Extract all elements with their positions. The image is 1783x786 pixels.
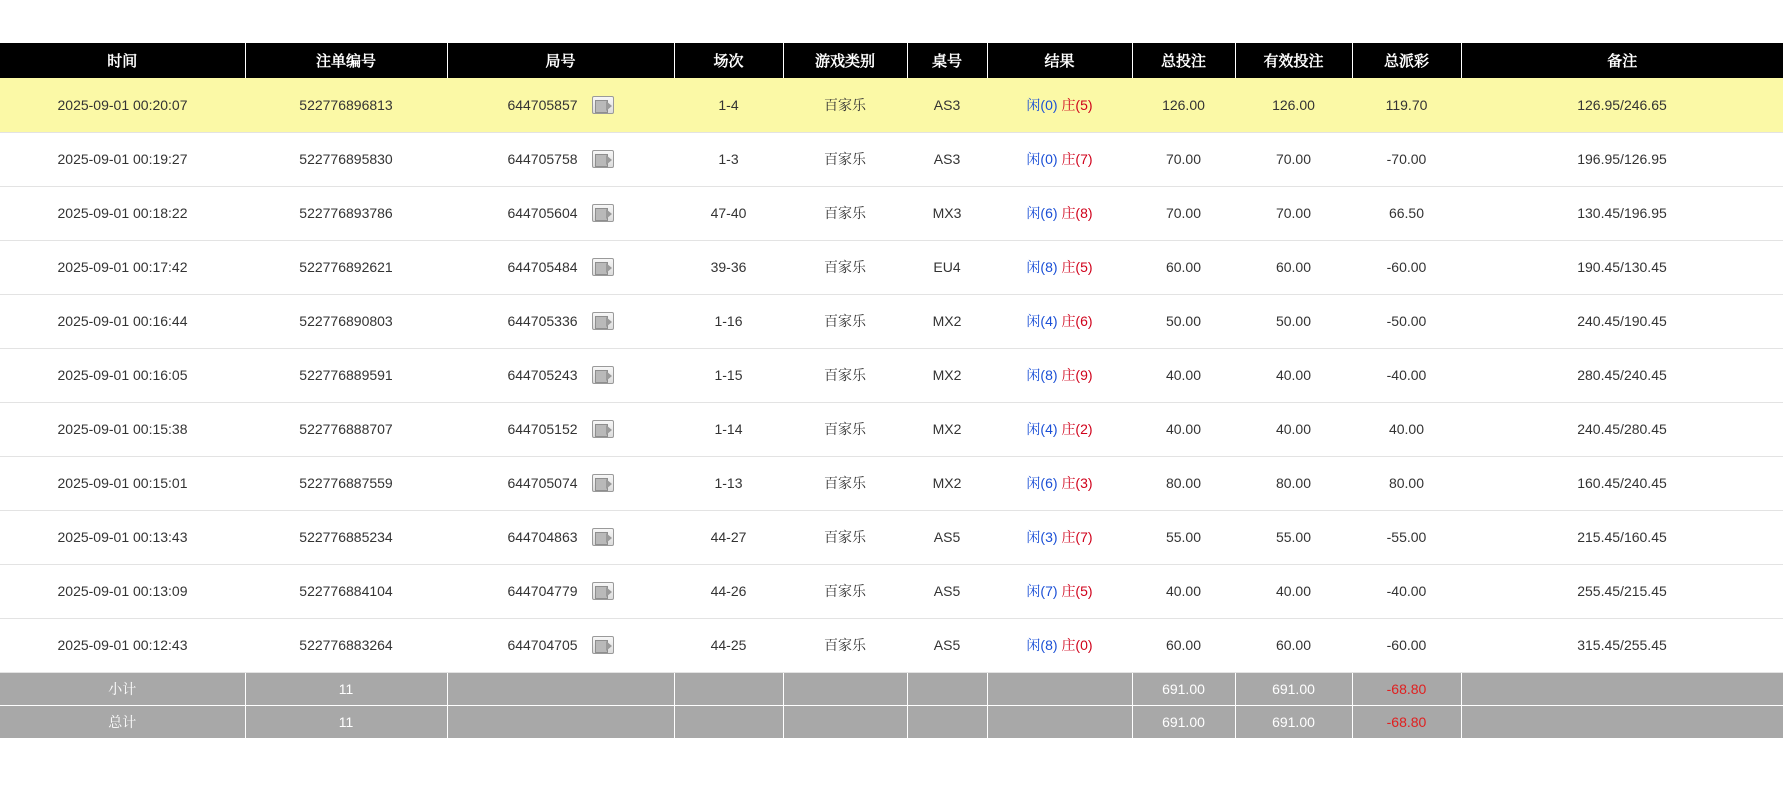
cell-valid-bet: 55.00 [1235,510,1352,564]
cell-order-no: 522776893786 [245,186,447,240]
cell-payout: -40.00 [1352,564,1461,618]
grandtotal-row-result [987,705,1132,738]
cell-game-type: 百家乐 [783,186,907,240]
cell-result [987,78,1132,132]
grandtotal-row-payout: -68.80 [1352,705,1461,738]
cell-valid-bet: 70.00 [1235,186,1352,240]
column-header-valid-bet[interactable]: 有效投注 [1235,43,1352,78]
table-row[interactable] [0,348,1783,402]
grandtotal-row-round-no [447,705,674,738]
table-row[interactable] [0,240,1783,294]
cell-game-type: 百家乐 [783,294,907,348]
cell-time: 2025-09-01 00:15:01 [0,456,245,510]
subtotal-row-count: 11 [245,672,447,705]
cell-game-type: 百家乐 [783,402,907,456]
round-no-text: 644705074 [507,475,578,491]
cell-total-bet: 70.00 [1132,132,1235,186]
bet-records-table-container [0,43,1783,739]
cell-order-no: 522776895830 [245,132,447,186]
cell-table-no: AS3 [907,78,987,132]
column-header-time[interactable]: 时间 [0,43,245,78]
cell-valid-bet: 80.00 [1235,456,1352,510]
cell-game-type: 百家乐 [783,132,907,186]
cell-session: 1-15 [674,348,783,402]
video-replay-icon[interactable] [592,366,614,384]
cell-time: 2025-09-01 00:17:42 [0,240,245,294]
cell-order-no: 522776896813 [245,78,447,132]
round-no-text: 644704779 [507,583,578,599]
cell-session: 1-13 [674,456,783,510]
video-replay-icon[interactable] [592,636,614,654]
cell-result [987,240,1132,294]
video-replay-icon[interactable] [592,96,614,114]
round-no-text: 644705857 [507,96,578,113]
cell-valid-bet: 60.00 [1235,618,1352,672]
grandtotal-row-table-no [907,705,987,738]
grandtotal-row-total-bet: 691.00 [1132,705,1235,738]
cell-order-no: 522776884104 [245,564,447,618]
bet-records-table [0,43,1783,739]
cell-payout: -70.00 [1352,132,1461,186]
cell-result [987,294,1132,348]
video-replay-icon[interactable] [592,204,614,222]
video-replay-icon[interactable] [592,582,614,600]
cell-payout: -40.00 [1352,348,1461,402]
cell-remark: 255.45/215.45 [1461,564,1783,618]
cell-game-type: 百家乐 [783,564,907,618]
result-player: 闲(4) [1026,421,1058,437]
cell-payout: 119.70 [1352,78,1461,132]
column-header-table-no[interactable]: 桌号 [907,43,987,78]
grandtotal-row-count: 11 [245,705,447,738]
round-no-text: 644705604 [507,205,578,221]
column-header-session[interactable]: 场次 [674,43,783,78]
cell-total-bet: 70.00 [1132,186,1235,240]
cell-payout: 40.00 [1352,402,1461,456]
video-replay-icon[interactable] [592,312,614,330]
cell-game-type: 百家乐 [783,240,907,294]
cell-valid-bet: 50.00 [1235,294,1352,348]
cell-table-no: MX3 [907,186,987,240]
cell-order-no: 522776883264 [245,618,447,672]
table-header [0,43,1783,78]
subtotal-row-table-no [907,672,987,705]
cell-valid-bet: 60.00 [1235,240,1352,294]
cell-payout: 66.50 [1352,186,1461,240]
result-banker: 庄(2) [1061,421,1093,437]
result-banker: 庄(7) [1061,151,1093,167]
cell-time: 2025-09-01 00:15:38 [0,402,245,456]
cell-round-no [447,186,674,240]
cell-result [987,348,1132,402]
cell-round-no [447,618,674,672]
cell-remark: 130.45/196.95 [1461,186,1783,240]
cell-round-no [447,132,674,186]
cell-total-bet: 60.00 [1132,240,1235,294]
cell-total-bet: 126.00 [1132,78,1235,132]
result-player: 闲(7) [1026,583,1058,599]
grandtotal-row [0,705,1783,738]
column-header-result[interactable]: 结果 [987,43,1132,78]
result-banker: 庄(5) [1061,96,1093,113]
column-header-payout[interactable]: 总派彩 [1352,43,1461,78]
column-header-remark[interactable]: 备注 [1461,43,1783,78]
cell-remark: 196.95/126.95 [1461,132,1783,186]
cell-total-bet: 40.00 [1132,564,1235,618]
cell-table-no: AS5 [907,618,987,672]
subtotal-row-valid-bet: 691.00 [1235,672,1352,705]
cell-round-no [447,78,674,132]
result-banker: 庄(3) [1061,475,1093,491]
round-no-text: 644704863 [507,529,578,545]
cell-valid-bet: 40.00 [1235,564,1352,618]
cell-session: 44-26 [674,564,783,618]
table-header-row [0,43,1783,78]
result-player: 闲(4) [1026,313,1058,329]
result-player: 闲(6) [1026,475,1058,491]
round-no-text: 644705152 [507,421,578,437]
table-row[interactable] [0,456,1783,510]
cell-session: 44-27 [674,510,783,564]
cell-payout: 80.00 [1352,456,1461,510]
cell-time: 2025-09-01 00:16:44 [0,294,245,348]
round-no-text: 644705336 [507,313,578,329]
cell-table-no: EU4 [907,240,987,294]
cell-table-no: AS5 [907,564,987,618]
cell-session: 1-14 [674,402,783,456]
subtotal-row-game-type [783,672,907,705]
cell-round-no [447,240,674,294]
cell-table-no: AS5 [907,510,987,564]
cell-session: 44-25 [674,618,783,672]
cell-round-no [447,348,674,402]
result-player: 闲(3) [1026,529,1058,545]
cell-time: 2025-09-01 00:18:22 [0,186,245,240]
cell-total-bet: 60.00 [1132,618,1235,672]
cell-game-type: 百家乐 [783,348,907,402]
cell-result [987,132,1132,186]
cell-valid-bet: 40.00 [1235,402,1352,456]
result-banker: 庄(9) [1061,367,1093,383]
cell-total-bet: 40.00 [1132,402,1235,456]
cell-payout: -60.00 [1352,618,1461,672]
result-player: 闲(8) [1026,259,1058,275]
cell-time: 2025-09-01 00:13:09 [0,564,245,618]
cell-round-no [447,456,674,510]
cell-round-no [447,510,674,564]
table-body [0,78,1783,738]
cell-time: 2025-09-01 00:13:43 [0,510,245,564]
cell-payout: -60.00 [1352,240,1461,294]
result-banker: 庄(8) [1061,205,1093,221]
video-replay-icon[interactable] [592,528,614,546]
cell-remark: 190.45/130.45 [1461,240,1783,294]
video-replay-icon[interactable] [592,150,614,168]
table-row[interactable] [0,78,1783,132]
grandtotal-row-remark [1461,705,1783,738]
subtotal-row-result [987,672,1132,705]
cell-remark: 240.45/190.45 [1461,294,1783,348]
cell-remark: 280.45/240.45 [1461,348,1783,402]
table-row[interactable] [0,402,1783,456]
cell-order-no: 522776892621 [245,240,447,294]
cell-time: 2025-09-01 00:12:43 [0,618,245,672]
cell-valid-bet: 126.00 [1235,78,1352,132]
round-no-text: 644705484 [507,259,578,275]
column-header-game-type[interactable]: 游戏类别 [783,43,907,78]
cell-table-no: MX2 [907,294,987,348]
cell-remark: 126.95/246.65 [1461,78,1783,132]
cell-game-type: 百家乐 [783,456,907,510]
video-replay-icon[interactable] [592,420,614,438]
cell-total-bet: 40.00 [1132,348,1235,402]
table-row[interactable] [0,618,1783,672]
subtotal-row-round-no [447,672,674,705]
cell-order-no: 522776890803 [245,294,447,348]
subtotal-row-session [674,672,783,705]
cell-table-no: MX2 [907,456,987,510]
result-banker: 庄(6) [1061,313,1093,329]
cell-remark: 215.45/160.45 [1461,510,1783,564]
subtotal-row-total-bet: 691.00 [1132,672,1235,705]
cell-result [987,510,1132,564]
cell-total-bet: 55.00 [1132,510,1235,564]
cell-result [987,186,1132,240]
subtotal-row-remark [1461,672,1783,705]
result-banker: 庄(5) [1061,583,1093,599]
cell-table-no: MX2 [907,402,987,456]
table-row[interactable] [0,186,1783,240]
grandtotal-row-valid-bet: 691.00 [1235,705,1352,738]
result-player: 闲(0) [1026,96,1058,113]
cell-result [987,456,1132,510]
table-row[interactable] [0,564,1783,618]
cell-game-type: 百家乐 [783,510,907,564]
round-no-text: 644705243 [507,367,578,383]
subtotal-row-label: 小计 [0,672,245,705]
cell-order-no: 522776887559 [245,456,447,510]
cell-order-no: 522776889591 [245,348,447,402]
cell-result [987,618,1132,672]
result-player: 闲(0) [1026,151,1058,167]
cell-valid-bet: 40.00 [1235,348,1352,402]
cell-game-type: 百家乐 [783,78,907,132]
table-row[interactable] [0,294,1783,348]
cell-total-bet: 50.00 [1132,294,1235,348]
video-replay-icon[interactable] [592,258,614,276]
cell-game-type: 百家乐 [783,618,907,672]
cell-order-no: 522776888707 [245,402,447,456]
result-banker: 庄(5) [1061,259,1093,275]
result-player: 闲(8) [1026,637,1058,653]
cell-remark: 315.45/255.45 [1461,618,1783,672]
cell-result [987,564,1132,618]
cell-session: 47-40 [674,186,783,240]
table-row[interactable] [0,510,1783,564]
cell-payout: -50.00 [1352,294,1461,348]
round-no-text: 644704705 [507,637,578,653]
grandtotal-row-game-type [783,705,907,738]
subtotal-row-payout: -68.80 [1352,672,1461,705]
cell-total-bet: 80.00 [1132,456,1235,510]
column-header-order-no[interactable]: 注单编号 [245,43,447,78]
result-player: 闲(6) [1026,205,1058,221]
subtotal-row [0,672,1783,705]
cell-result [987,402,1132,456]
cell-valid-bet: 70.00 [1235,132,1352,186]
cell-round-no [447,564,674,618]
cell-time: 2025-09-01 00:20:07 [0,78,245,132]
cell-session: 1-3 [674,132,783,186]
cell-round-no [447,402,674,456]
cell-session: 1-16 [674,294,783,348]
cell-time: 2025-09-01 00:16:05 [0,348,245,402]
cell-session: 1-4 [674,78,783,132]
grandtotal-row-label: 总计 [0,705,245,738]
cell-order-no: 522776885234 [245,510,447,564]
column-header-round-no[interactable]: 局号 [447,43,674,78]
result-banker: 庄(0) [1061,637,1093,653]
cell-remark: 160.45/240.45 [1461,456,1783,510]
round-no-text: 644705758 [507,151,578,167]
cell-time: 2025-09-01 00:19:27 [0,132,245,186]
result-banker: 庄(7) [1061,529,1093,545]
table-row[interactable] [0,132,1783,186]
cell-remark: 240.45/280.45 [1461,402,1783,456]
cell-payout: -55.00 [1352,510,1461,564]
cell-table-no: AS3 [907,132,987,186]
grandtotal-row-session [674,705,783,738]
cell-session: 39-36 [674,240,783,294]
column-header-total-bet[interactable]: 总投注 [1132,43,1235,78]
video-replay-icon[interactable] [592,474,614,492]
result-player: 闲(8) [1026,367,1058,383]
cell-table-no: MX2 [907,348,987,402]
cell-round-no [447,294,674,348]
